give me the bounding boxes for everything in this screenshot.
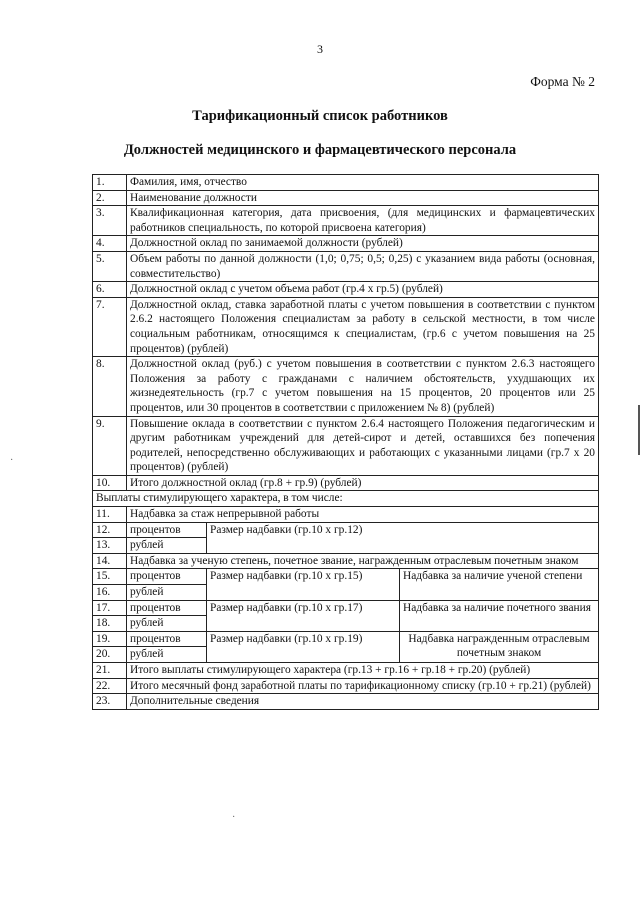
unit-label: рублей (127, 616, 207, 632)
unit-label: процентов (127, 569, 207, 585)
tariff-table (92, 174, 599, 710)
scan-speck: · (232, 812, 236, 823)
row-number: 14. (93, 553, 127, 569)
allowance-size: Размер надбавки (гр.10 х гр.12) (207, 522, 599, 553)
row-text: Должностной оклад (руб.) с учетом повышения в соответствии с пунктом 2.6.3 настоящего Положения за работу с гражданами с наличием обстоятельств, ухудшающих их жизнедеятельность (гр.7 с учетом повышения на 15 процентов, 20 процентов или 25 процентов, или 30 процентов в соответствии с приложением № 8) (рублей) (127, 357, 599, 416)
row-text: Надбавка за ученую степень, почетное звание, награжденным отраслевым почетным знаком (127, 553, 599, 569)
allowance-note: Надбавка за наличие почетного звания (400, 600, 599, 631)
row-number: 19. (93, 631, 127, 647)
allowance-size: Размер надбавки (гр.10 х гр.19) (207, 631, 400, 662)
document-title: Тарификационный список работников (192, 108, 448, 124)
row-text: Должностной оклад, ставка заработной платы с учетом повышения в соответствии с пунктом 2.6.2 настоящего Положения специалистам за работу в сельской местности, в том числе социальным работникам, относящимся к специалистам, (гр.6 с учетом повышения на 25 процентов) (рублей) (127, 297, 599, 356)
row-number: 9. (93, 416, 127, 475)
row-text: Надбавка за стаж непрерывной работы (127, 507, 599, 523)
row-text: Фамилия, имя, отчество (127, 175, 599, 191)
row-number: 6. (93, 282, 127, 298)
table-row (93, 416, 599, 475)
row-number: 13. (93, 538, 127, 554)
row-number: 16. (93, 585, 127, 601)
row-number: 20. (93, 647, 127, 663)
document-subtitle: Должностей медицинского и фармацевтического персонала (123, 142, 517, 158)
row-text: Наименование должности (127, 190, 599, 206)
table-row (93, 694, 599, 710)
row-number: 18. (93, 616, 127, 632)
row-number: 5. (93, 251, 127, 281)
unit-label: процентов (127, 631, 207, 647)
unit-label: рублей (127, 647, 207, 663)
form-label: Форма № 2 (530, 74, 595, 89)
table-row (93, 206, 599, 236)
row-number: 17. (93, 600, 127, 616)
table-row (93, 600, 599, 616)
row-number: 23. (93, 694, 127, 710)
table-row (93, 236, 599, 252)
table-row (93, 175, 599, 191)
row-text: Должностной оклад по занимаемой должности (рублей) (127, 236, 599, 252)
row-text: Должностной оклад с учетом объема работ (гр.4 х гр.5) (рублей) (127, 282, 599, 298)
unit-label: рублей (127, 538, 207, 554)
row-text: Повышение оклада в соответствии с пунктом 2.6.4 настоящего Положения педагогическим и другим работникам учреждений для детей-сирот и детей, оставшихся без попечения родителей, непосредственно обслуживающих и работающих с указанными лицами (гр.7 х 20 процентов) (рублей) (127, 416, 599, 475)
row-number: 10. (93, 475, 127, 491)
allowance-size: Размер надбавки (гр.10 х гр.17) (207, 600, 400, 631)
table-row (93, 507, 599, 523)
unit-label: процентов (127, 522, 207, 538)
table-row (93, 190, 599, 206)
scan-speck: · (10, 455, 14, 466)
allowance-note: Надбавка за наличие ученой степени (400, 569, 599, 600)
table-row (93, 678, 599, 694)
row-number: 15. (93, 569, 127, 585)
row-text: Итого месячный фонд заработной платы по тарификационному списку (гр.10 + гр.21) (рублей) (127, 678, 599, 694)
unit-label: процентов (127, 600, 207, 616)
row-number: 22. (93, 678, 127, 694)
row-text: Объем работы по данной должности (1,0; 0,75; 0,5; 0,25) с указанием вида работы (основная, совместительство) (127, 251, 599, 281)
row-number: 7. (93, 297, 127, 356)
row-text: Итого должностной оклад (гр.8 + гр.9) (рублей) (127, 475, 599, 491)
row-number: 3. (93, 206, 127, 236)
page-number: 3 (317, 42, 323, 56)
table-row (93, 475, 599, 491)
table-row (93, 553, 599, 569)
row-text: Дополнительные сведения (127, 694, 599, 710)
table-row-section (93, 491, 599, 507)
row-text: Квалификационная категория, дата присвоения, (для медицинских и фармацевтических работников специальность, по которой присвоена категория) (127, 206, 599, 236)
allowance-note: Надбавка награжденным отраслевым почетным знаком (400, 631, 599, 662)
table-row (93, 631, 599, 647)
table-row (93, 282, 599, 298)
table-row (93, 569, 599, 585)
allowance-size: Размер надбавки (гр.10 х гр.15) (207, 569, 400, 600)
table-row (93, 522, 599, 538)
row-text: Итого выплаты стимулирующего характера (гр.13 + гр.16 + гр.18 + гр.20) (рублей) (127, 663, 599, 679)
row-number: 21. (93, 663, 127, 679)
row-number: 11. (93, 507, 127, 523)
row-number: 1. (93, 175, 127, 191)
table-row (93, 357, 599, 416)
row-number: 4. (93, 236, 127, 252)
row-number: 2. (93, 190, 127, 206)
section-heading: Выплаты стимулирующего характера, в том числе: (93, 491, 599, 507)
row-number: 12. (93, 522, 127, 538)
unit-label: рублей (127, 585, 207, 601)
table-row (93, 297, 599, 356)
table-row (93, 663, 599, 679)
table-row (93, 251, 599, 281)
row-number: 8. (93, 357, 127, 416)
